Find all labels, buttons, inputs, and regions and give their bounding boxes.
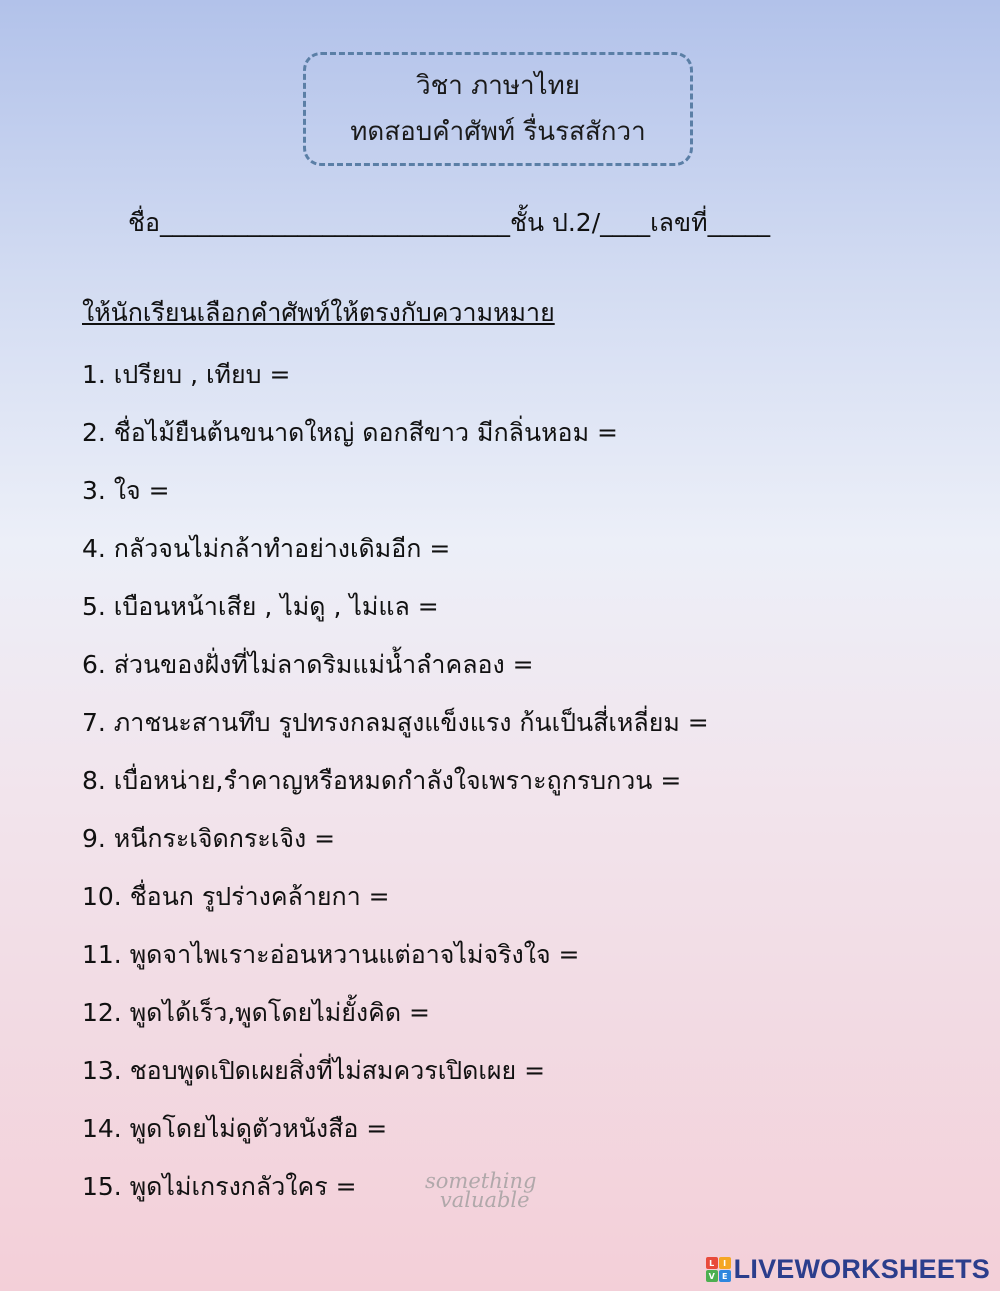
logo-letter-l: L	[706, 1257, 718, 1269]
liveworksheets-wordmark: LIVEWORKSHEETS	[733, 1254, 990, 1284]
question-2: 2. ชื่อไม้ยืนต้นขนาดใหญ่ ดอกสีขาว มีกลิ่นหอม =	[82, 418, 618, 447]
title-box	[303, 52, 693, 166]
question-12: 12. พูดได้เร็ว,พูดโดยไม่ยั้งคิด =	[82, 998, 430, 1027]
question-14: 14. พูดโดยไม่ดูตัวหนังสือ =	[82, 1114, 388, 1143]
question-5: 5. เบือนหน้าเสีย , ไม่ดู , ไม่แล =	[82, 592, 439, 621]
subject-title: วิชา ภาษาไทย	[415, 71, 581, 101]
test-title: ทดสอบคำศัพท์ รื่นรสสักวา	[350, 117, 646, 147]
liveworksheets-icon	[706, 1257, 731, 1282]
question-4: 4. กลัวจนไม่กล้าทำอย่างเดิมอีก =	[82, 534, 451, 563]
question-10: 10. ชื่อนก รูปร่างคล้ายกา =	[82, 882, 390, 911]
logo-letter-i: I	[719, 1257, 731, 1269]
question-7: 7. ภาชนะสานทึบ รูปทรงกลมสูงแข็งแรง ก้นเป็นสี่เหลี่ยม =	[82, 708, 709, 737]
liveworksheets-logo	[706, 1254, 990, 1285]
question-8: 8. เบื่อหน่าย,รำคาญหรือหมดกำลังใจเพราะถูกรบกวน =	[82, 766, 682, 795]
question-13: 13. ชอบพูดเปิดเผยสิ่งที่ไม่สมควรเปิดเผย =	[82, 1056, 546, 1085]
student-info-line: ชื่อ____________________________ชั้น ป.2/____เลขที่_____	[128, 208, 771, 237]
instruction-heading: ให้นักเรียนเลือกคำศัพท์ให้ตรงกับความหมาย	[82, 298, 555, 327]
watermark	[425, 1169, 537, 1212]
watermark-line-2: valuable	[439, 1188, 530, 1212]
question-6: 6. ส่วนของฝั่งที่ไม่ลาดริมแม่น้ำลำคลอง =	[82, 650, 534, 679]
question-9: 9. หนีกระเจิดกระเจิง =	[82, 824, 336, 853]
question-11: 11. พูดจาไพเราะอ่อนหวานแต่อาจไม่จริงใจ =	[82, 940, 580, 969]
logo-letter-e: E	[719, 1270, 731, 1282]
question-3: 3. ใจ =	[82, 476, 170, 505]
question-1: 1. เปรียบ , เทียบ =	[82, 360, 291, 389]
watermark-line-1: something	[425, 1169, 537, 1193]
question-15: 15. พูดไม่เกรงกลัวใคร =	[82, 1172, 357, 1201]
logo-letter-v: V	[706, 1270, 718, 1282]
